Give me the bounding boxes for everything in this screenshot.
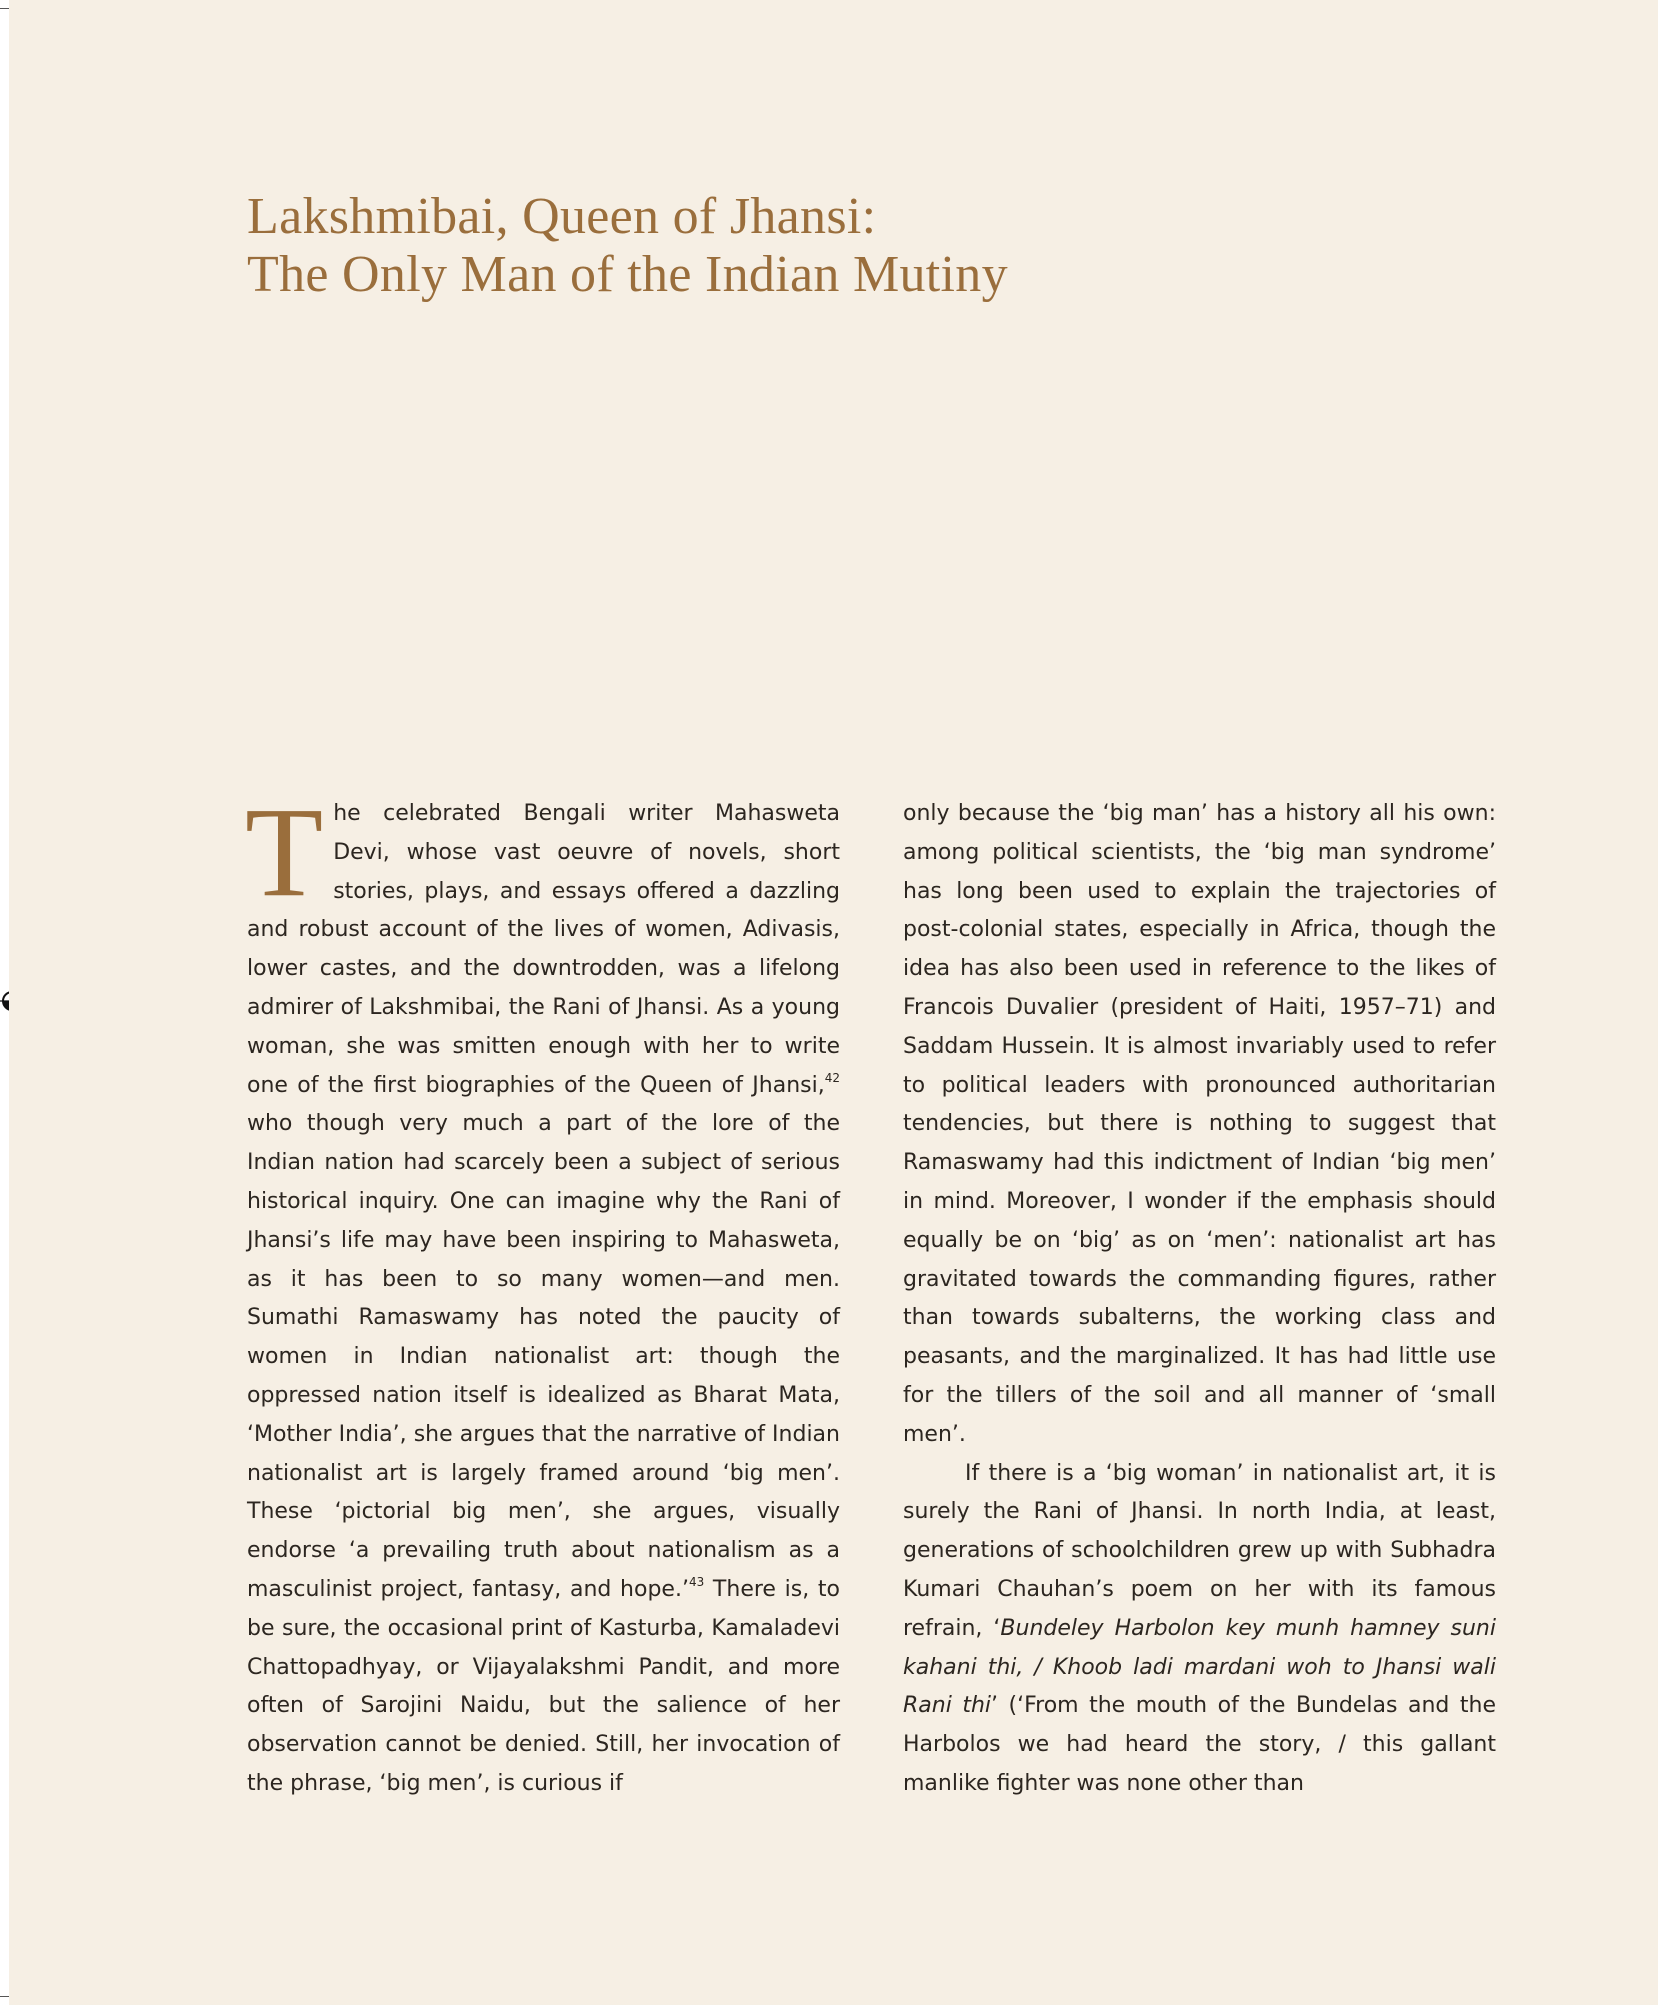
left-column [245, 781, 840, 1804]
paragraph-2 [903, 1455, 1496, 1804]
footnote-marker-42: 42 [824, 1070, 840, 1085]
poem-refrain: Bundeley Harbolon key munh hamney suni kahani thi, / Khoob ladi mardani woh to Jhansi wali Rani thi [903, 1615, 1496, 1719]
chapter-title [247, 188, 1008, 304]
paragraph-1-text-b: who though very much a part of the lore of the Indian nation had scarcely been a subject of serious historical inquiry. One can imagine why the Rani of Jhansi’s life may have been inspiring to Mahasweta, as it has been to so many women—and men. Sumathi Ramaswamy has noted the paucity of women in Indian nationalist art: though the oppressed nation itself is idealized as Bharat Mata, ‘Mother India’, she argues that the narrative of Indian nationalist art is largely framed around ‘big men’. These ‘pictorial big men’, she argues, visually endorse ‘a prevailing truth about nationalism as a masculinist project, fantasy, and hope.’ [247, 1111, 840, 1602]
chapter-title-line-2: The Only Man of the Indian Mutiny [247, 246, 1008, 303]
paragraph-1-text-c: There is, to be sure, the occasional print of Kasturba, Kamaladevi Chattopadhyay, or Vijayalakshmi Pandit, and more often of Sarojini Naidu, but the salience of her observation cannot be denied. Still, her invocation of the phrase, ‘big men’, is curious if [247, 1576, 840, 1796]
right-column [903, 795, 1496, 1804]
chapter-title-line-1: Lakshmibai, Queen of Jhansi: [247, 188, 877, 245]
paragraph-1 [245, 781, 840, 1804]
paragraph-continued: only because the ‘big man’ has a history all his own: among political scientists, the ‘big man syndrome’ has long been used to explain the trajectories of post-colonial states, especially in Africa, though the idea has also been used in reference to the likes of Francois Duvalier (president of Haiti, 1957–71) and Saddam Hussein. It is almost invariably used to refer to political leaders with pronounced authoritarian tendencies, but there is nothing to suggest that Ramaswamy had this indictment of Indian ‘big men’ in mind. Moreover, I wonder if the emphasis should equally be on ‘big’ as on ‘men’: nationalist art has gravitated towards the commanding figures, rather than towards subalterns, the working class and peasants, and the marginalized. It has had little use for the tillers of the soil and all manner of ‘small men’. [903, 801, 1496, 1447]
footnote-marker-43: 43 [688, 1574, 705, 1589]
paragraph-2-text-b: ’ (‘From the mouth of the Bundelas and the Harbolos we had heard the story, / this gallant manlike fighter was none other than [903, 1693, 1496, 1796]
paragraph-2-text-a: If there is a ‘big woman’ in nationalist art, it is surely the Rani of Jhansi. In north India, at least, generations of schoolchildren grew up with Subhadra Kumari Chauhan’s poem on her with its famous refrain, ‘ [903, 1460, 1496, 1641]
paragraph-1-text-a: he celebrated Bengali writer Mahasweta Devi, whose vast oeuvre of novels, short stories, plays, and essays offered a dazzling and robust account of the lives of women, Adivasis, lower castes, and the downtrodden, was a lifelong admirer of Lakshmibai, the Rani of Jhansi. As a young woman, she was smitten enough with her to write one of the first biographies of the Queen of Jhansi, [247, 801, 840, 1098]
drop-cap: T [245, 781, 324, 923]
